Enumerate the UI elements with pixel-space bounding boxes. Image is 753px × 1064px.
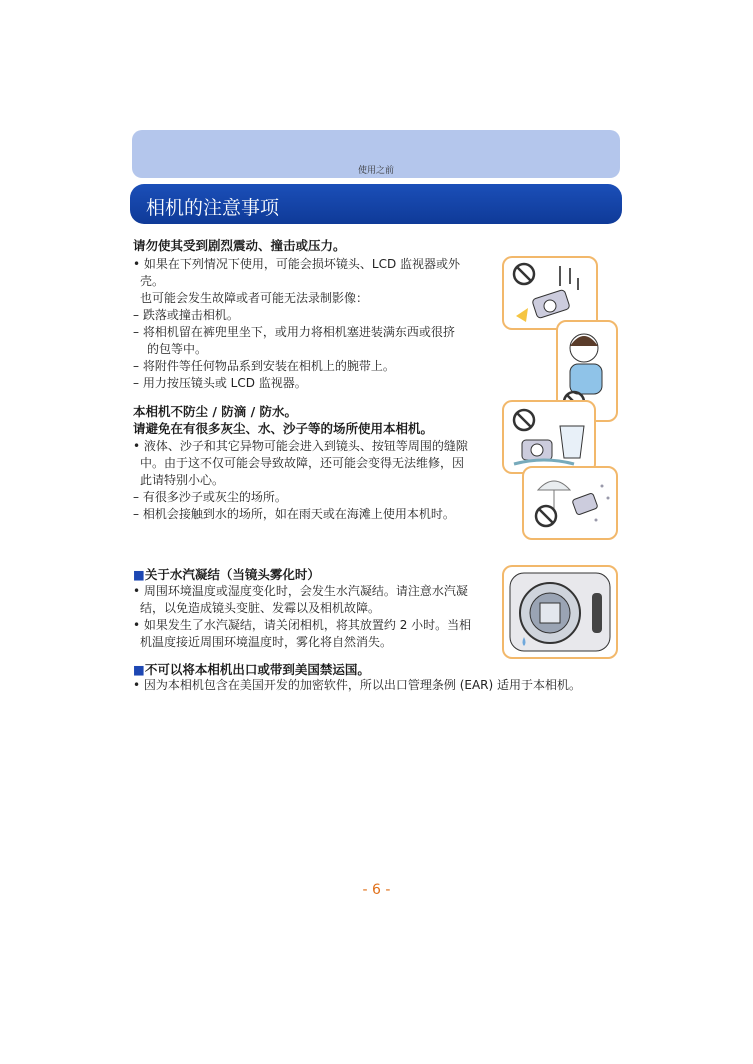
sec1-line: 壳。 [140, 274, 165, 288]
page-title: 相机的注意事项 [146, 197, 280, 219]
section-label: 使用之前 [357, 166, 394, 176]
sec3-line: • 如果发生了水汽凝结，请关闭相机，将其放置约 2 小时。当相 [133, 618, 472, 632]
sec2-line: 中。由于这不仅可能会导致故障，还可能会变得无法维修，因 [140, 456, 465, 470]
sec4-line: • 因为本相机包含在美国开发的加密软件，所以出口管理条例 (EAR) 适用于本相机。 [133, 678, 582, 692]
sec1-line: – 跌落或撞击相机。 [133, 308, 239, 322]
sec3-line: • 周围环境温度或湿度变化时，会发生水汽凝结。请注意水汽凝 [133, 584, 468, 598]
sec3-line: 结，以免造成镜头变脏、发霉以及相机故障。 [140, 601, 381, 615]
sec1-heading: 请勿使其受到剧烈震动、撞击或压力。 [133, 238, 346, 253]
header-band [132, 130, 620, 178]
sec1-line: 的包等中。 [147, 342, 208, 356]
sec1-line: 也可能会发生故障或者可能无法录制影像： [140, 291, 369, 305]
beach-rain-illustration [522, 466, 618, 540]
drop-camera-illustration [502, 256, 598, 330]
sec3-heading: ■关于水汽凝结（当镜头雾化时） [133, 567, 320, 582]
sec1-line: – 将附件等任何物品系到安装在相机上的腕带上。 [133, 359, 395, 373]
sec2-line: – 相机会接触到水的场所，如在雨天或在海滩上使用本机时。 [133, 507, 455, 521]
sec3-line: 机温度接近周围环境温度时，雾化将自然消失。 [140, 635, 393, 649]
square-bullet-icon: ■ [133, 662, 145, 677]
sec4-heading: ■不可以将本相机出口或带到美国禁运国。 [133, 662, 370, 677]
title-bar [130, 184, 622, 224]
condensation-lens-illustration [502, 565, 618, 659]
sec2-heading: 本相机不防尘 / 防滴 / 防水。 [133, 404, 298, 419]
sec2-line: – 有很多沙子或灰尘的场所。 [133, 490, 287, 504]
page-number: - 6 - [362, 882, 391, 898]
sec2-line: 此请特别小心。 [140, 473, 225, 487]
sec1-line: • 如果在下列情况下使用，可能会损坏镜头、LCD 监视器或外 [133, 257, 461, 271]
sec1-line: – 用力按压镜头或 LCD 监视器。 [133, 376, 307, 390]
sec1-line: – 将相机留在裤兜里坐下，或用力将相机塞进装满东西或很挤 [133, 325, 455, 339]
sec2-line: • 液体、沙子和其它异物可能会进入到镜头、按钮等周围的缝隙 [133, 439, 468, 453]
liquid-sand-illustration [502, 400, 596, 474]
sec2-subheading: 请避免在有很多灰尘、水、沙子等的场所使用本相机。 [133, 421, 434, 436]
square-bullet-icon: ■ [133, 567, 145, 582]
